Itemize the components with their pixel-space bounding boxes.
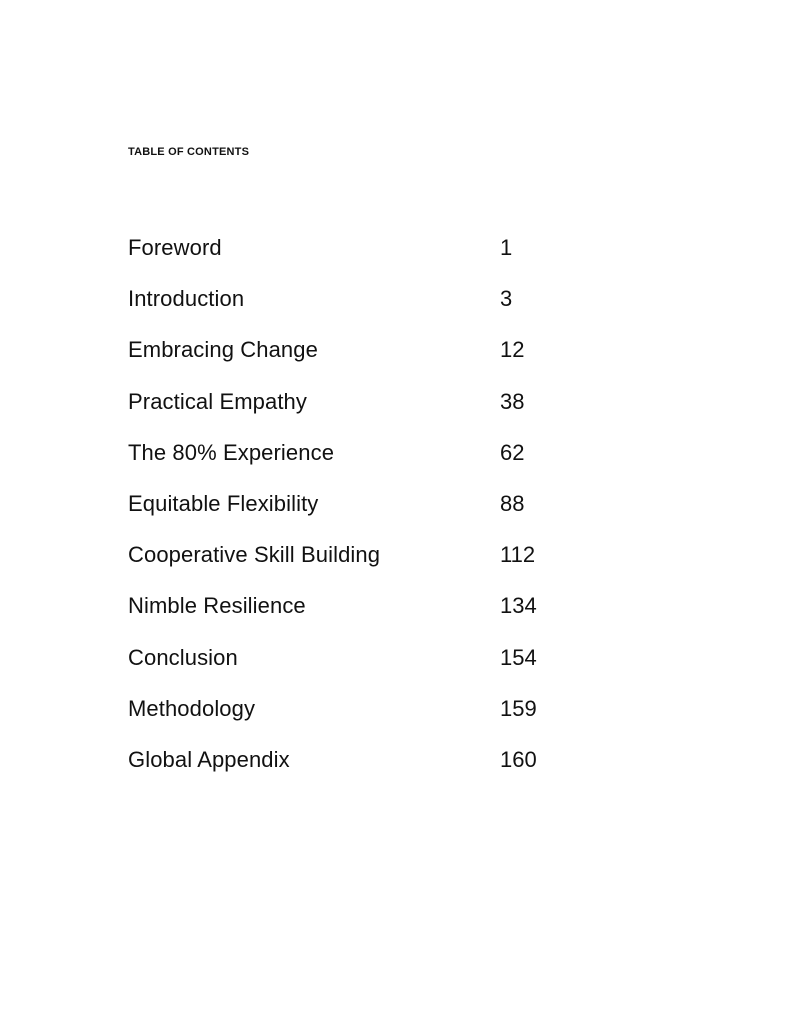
toc-entry-title: Embracing Change (128, 337, 318, 363)
toc-entry-title: The 80% Experience (128, 439, 335, 465)
toc-entry-page-number: 88 (500, 490, 525, 516)
toc-heading: TABLE OF CONTENTS (128, 146, 250, 158)
toc-entry-title: Practical Empathy (128, 388, 307, 414)
toc-entry-page-number: 62 (500, 439, 525, 465)
toc-entry-page-number: 1 (500, 235, 513, 260)
toc-entry-page-number: 12 (500, 337, 525, 363)
toc-entry-page-number: 3 (500, 286, 513, 312)
toc-entry-title: Methodology (128, 695, 256, 721)
toc-entry-introduction[interactable] (128, 284, 648, 335)
toc-entry-title: Foreword (128, 235, 222, 260)
toc-entry-foreword[interactable] (128, 233, 648, 284)
toc-entry-title: Introduction (128, 286, 245, 312)
toc-entry-title: Equitable Flexibility (128, 490, 319, 516)
toc-entry-80-percent-experience[interactable] (128, 438, 648, 489)
toc-entry-page-number: 159 (500, 695, 537, 721)
toc-entry-page-number: 38 (500, 388, 525, 414)
toc-entry-nimble-resilience[interactable] (128, 591, 648, 642)
toc-entry-title: Cooperative Skill Building (128, 542, 381, 568)
toc-entry-equitable-flexibility[interactable] (128, 489, 648, 540)
toc-list (128, 233, 648, 796)
toc-entry-conclusion[interactable] (128, 643, 648, 694)
toc-entry-title: Conclusion (128, 644, 238, 670)
toc-entry-global-appendix[interactable] (128, 745, 648, 796)
toc-entry-methodology[interactable] (128, 694, 648, 745)
toc-entry-cooperative-skill-building[interactable] (128, 540, 648, 591)
toc-entry-embracing-change[interactable] (128, 335, 648, 386)
toc-entry-page-number: 134 (500, 593, 537, 619)
toc-entry-practical-empathy[interactable] (128, 387, 648, 438)
toc-entry-page-number: 112 (500, 542, 536, 568)
toc-entry-title: Global Appendix (128, 746, 290, 772)
toc-entry-page-number: 160 (500, 746, 537, 772)
toc-entry-title: Nimble Resilience (128, 593, 306, 619)
toc-entry-page-number: 154 (500, 644, 537, 670)
